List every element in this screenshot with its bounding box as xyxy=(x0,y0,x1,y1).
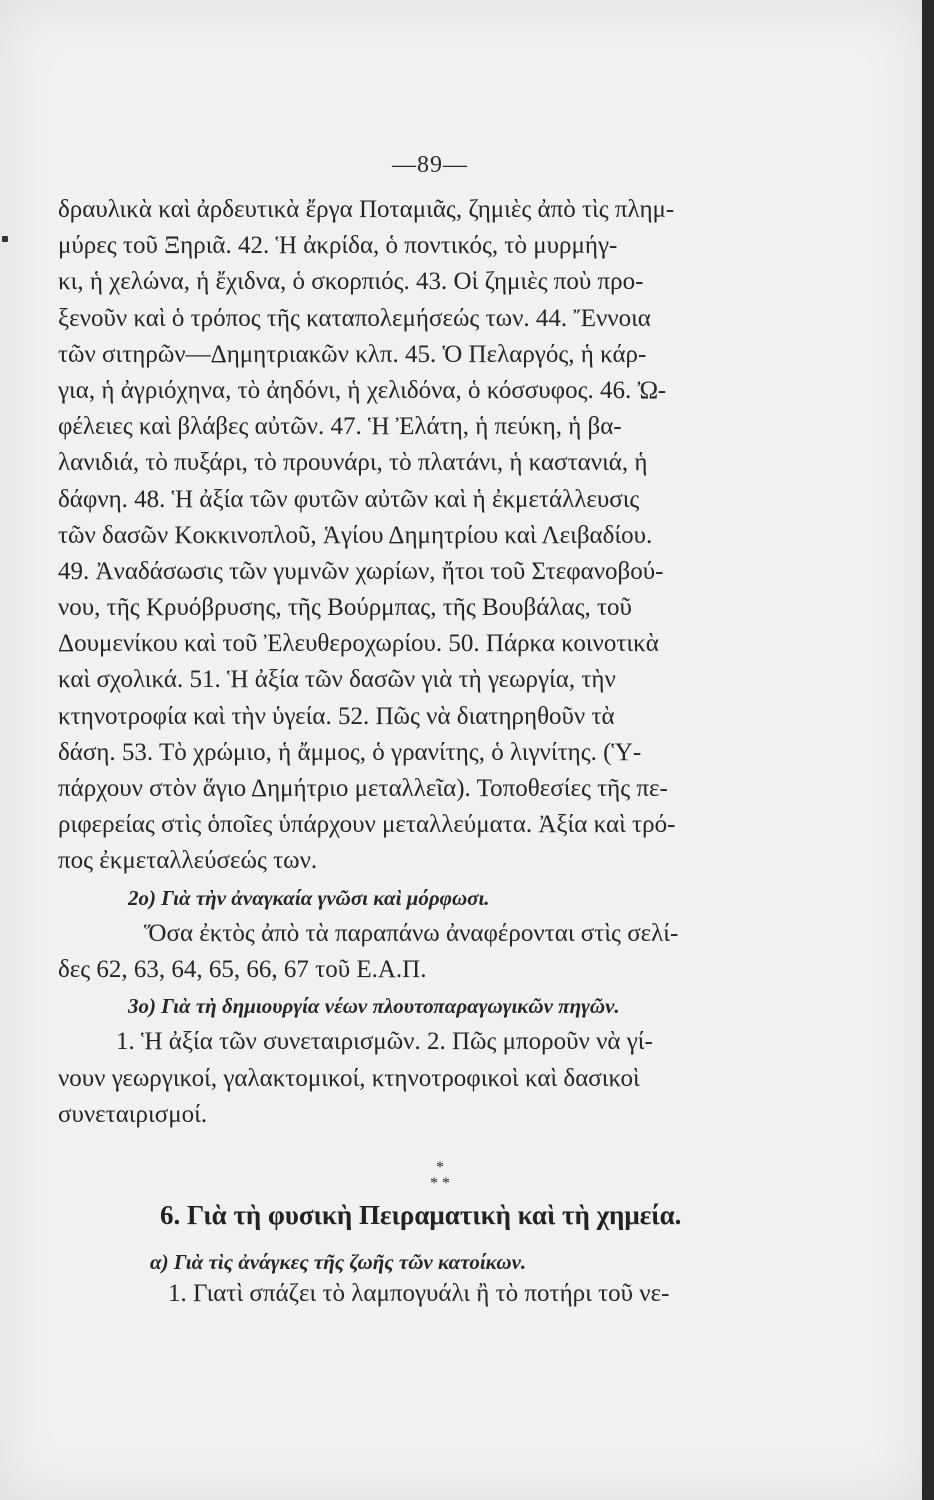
text-line: νουν γεωργικοί, γαλακτομικοί, κτηνοτροφικοὶ καὶ δασικοὶ xyxy=(58,1064,640,1092)
text-line: κτηνοτροφία καὶ τὴν ὑγεία. 52. Πῶς νὰ διατηρηθοῦν τὰ xyxy=(58,702,615,730)
text-line: δάση. 53. Τὸ χρώμιο, ἡ ἄμμος, ὁ γρανίτης, ὁ λιγνίτης. (Ὑ- xyxy=(58,738,642,766)
text-line: καὶ σχολικά. 51. Ἡ ἀξία τῶν δασῶν γιὰ τὴ γεωργία, τὴν xyxy=(58,666,616,694)
text-line: δραυλικὰ καὶ ἀρδευτικὰ ἔργα Ποταμιᾶς, ζημιὲς ἀπὸ τὶς πλημ- xyxy=(58,196,675,223)
text-line: ριφερείας στὶς ὁποῖες ὑπάρχουν μεταλλεύματα. Ἀξία καὶ τρό- xyxy=(58,811,676,839)
text-line: ξενοῦν καὶ ὁ τρόπος τῆς καταπολεμήσεώς των. 44. Ἔννοια xyxy=(58,304,651,332)
text-line: λανιδιά, τὸ πυξάρι, τὸ προυνάρι, τὸ πλατάνι, ἡ καστανιά, ἡ xyxy=(58,449,648,477)
asterism-text: * * * xyxy=(430,1159,450,1192)
text-line: δες 62, 63, 64, 65, 66, 67 τοῦ Ε.Α.Π. xyxy=(58,955,427,983)
asterism-divider xyxy=(420,1160,460,1200)
section-heading: 6. Γιὰ τὴ φυσικὴ Πειραματικὴ καὶ τὴ χημεία. xyxy=(160,1200,682,1230)
text-line: μύρες τοῦ Ξηριᾶ. 42. Ἡ ἀκρίδα, ὁ ποντικός, τὸ μυρμήγ- xyxy=(58,232,618,260)
body-text xyxy=(58,192,792,1133)
text-line: τῶν σιτηρῶν—Δημητριακῶν κλπ. 45. Ὁ Πελαργός, ἡ κάρ- xyxy=(58,340,647,368)
subsection-heading-3: 3ο) Γιὰ τὴ δημιουργία νέων πλουτοπαραγωγικῶν πηγῶν. xyxy=(128,994,620,1019)
text-line: για, ἡ ἀγριόχηνα, τὸ ἀηδόνι, ἡ χελιδόνα, ὁ κόσσυφος. 46. Ὠ- xyxy=(58,376,667,404)
margin-mark xyxy=(2,236,8,242)
subsection-heading-2: 2ο) Γιὰ τὴν ἀναγκαία γνῶσι καὶ μόρφωσι. xyxy=(128,885,490,910)
text-line: 49. Ἀναδάσωσις τῶν γυμνῶν χωρίων, ἤτοι τοῦ Στεφανοβού- xyxy=(58,557,664,585)
text-line: πάρχουν στὸν ἅγιο Δημήτριο μεταλλεῖα). Τοποθεσίες τῆς πε- xyxy=(58,775,668,802)
text-line: 1. Γιατὶ σπάζει τὸ λαμπογυάλι ἢ τὸ ποτήρι τοῦ νε- xyxy=(168,1280,670,1307)
page-number: —89— xyxy=(392,152,468,178)
text-line: Δουμενίκου καὶ τοῦ Ἐλευθεροχωρίου. 50. Πάρκα κοινοτικὰ xyxy=(58,630,659,658)
text-line: Ὅσα ἐκτὸς ἀπὸ τὰ παραπάνω ἀναφέρονται στὶς σελί- xyxy=(144,919,679,947)
text-line: συνεταιρισμοί. xyxy=(58,1100,208,1128)
text-line: τῶν δασῶν Κοκκινοπλοῦ, Ἁγίου Δημητρίου καὶ Λειβαδίου. xyxy=(58,521,653,549)
text-line: φέλειες καὶ βλάβες αὐτῶν. 47. Ἡ Ἐλάτη, ἡ πεύκη, ἡ βα- xyxy=(58,413,622,441)
text-line: 1. Ἡ ἀξία τῶν συνεταιρισμῶν. 2. Πῶς μποροῦν νὰ γί- xyxy=(116,1028,653,1056)
text-line: νου, τῆς Κρυόβρυσης, τῆς Βούρμπας, τῆς Βουβάλας, τοῦ xyxy=(58,594,632,622)
text-line: κι, ἡ χελώνα, ἡ ἔχιδνα, ὁ σκορπιός. 43. Οἱ ζημιὲς ποὺ προ- xyxy=(58,268,644,296)
sub-heading: α) Γιὰ τὶς ἀνάγκες τῆς ζωῆς τῶν κατοίκων. xyxy=(150,1250,527,1274)
text-line: δάφνη. 48. Ἡ ἀξία τῶν φυτῶν αὐτῶν καὶ ἡ ἐκμετάλλευσις xyxy=(58,485,640,513)
page-edge xyxy=(922,0,934,1500)
text-line: πος ἐκμεταλλεύσεώς των. xyxy=(58,847,318,875)
